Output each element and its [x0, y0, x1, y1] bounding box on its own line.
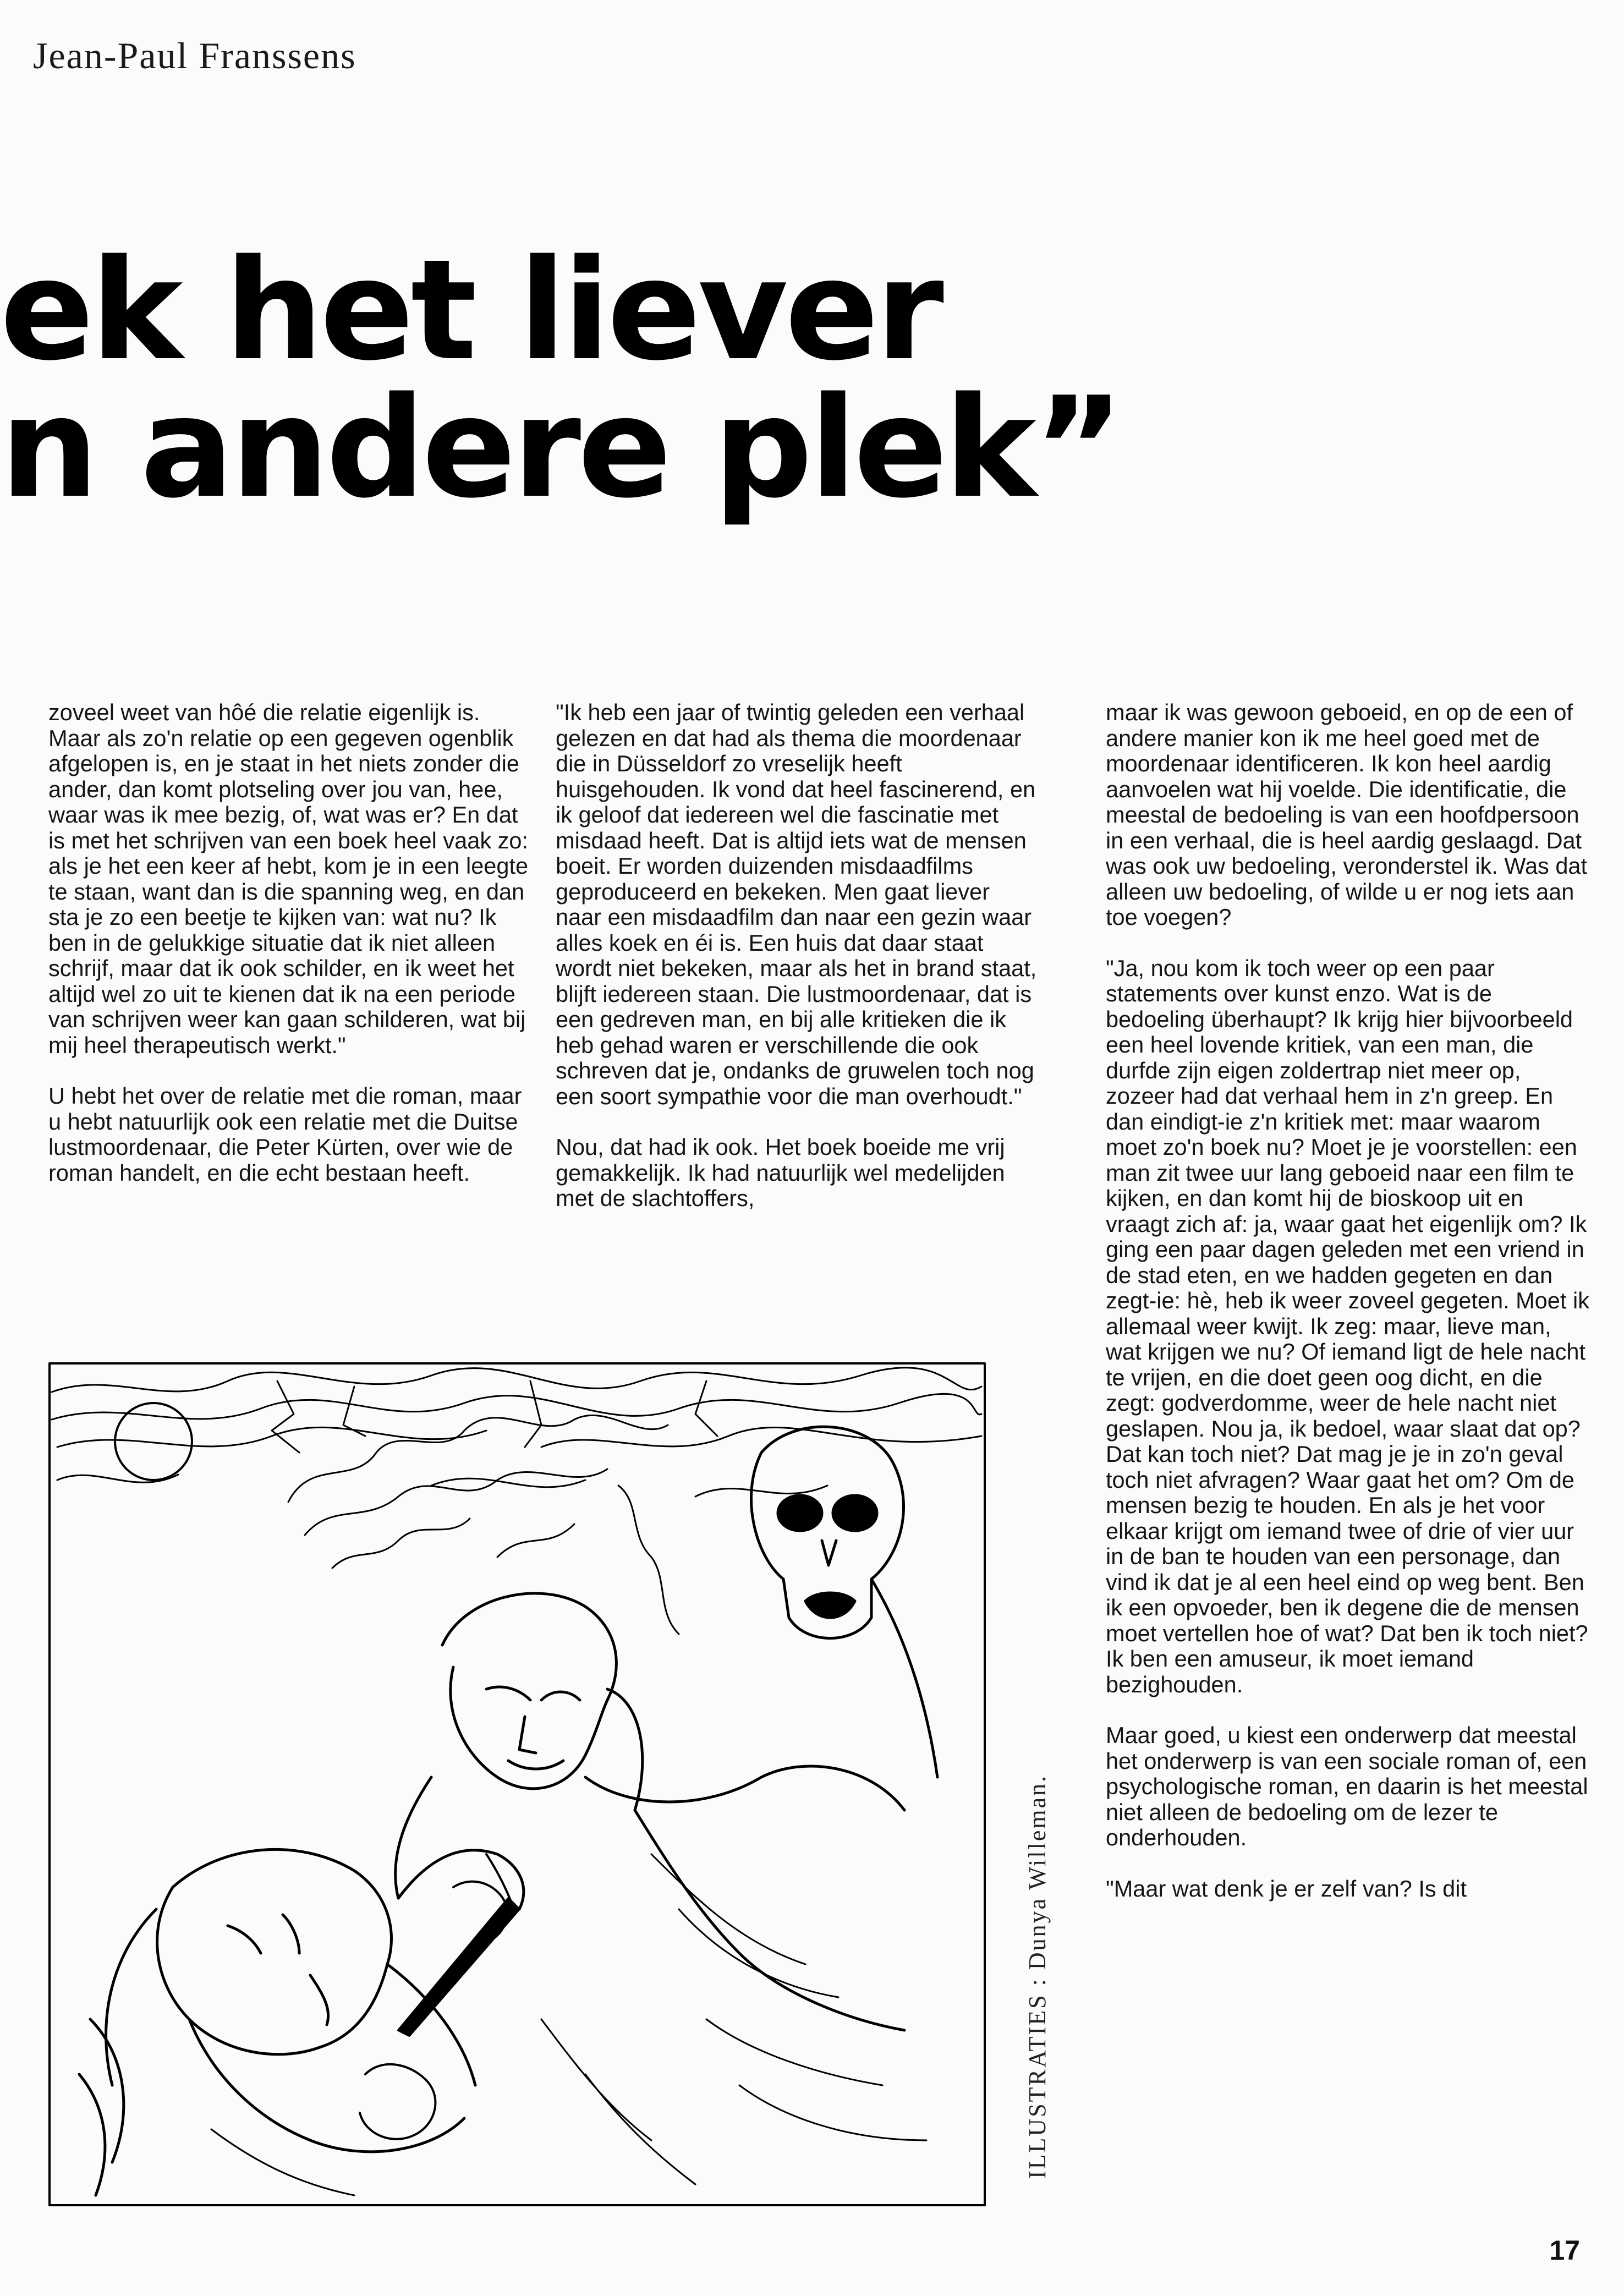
moon-shape	[115, 1403, 192, 1480]
headline	[0, 230, 1485, 529]
illustration-frame	[50, 1363, 985, 2205]
paragraph: maar ik was gewoon geboeid, en op de een of andere manier kon ik me heel goed met de moordenaar identificeren. Ik kon heel aardig aanvoelen wat hij voelde. Die identificatie, die meestal de bedoeling is van een hoofdpersoon in een verhaal, die is heel aardig geslaagd. Dat was ook uw bedoeling, veronderstel ik. Was dat alleen uw bedoeling, of wilde u er nog iets aan toe voegen?	[1106, 699, 1588, 930]
hands-shape	[360, 1882, 507, 2139]
paragraph: Nou, dat had ik ook. Het boek boeide me vrij gemakkelijk. Ik had natuurlijk wel medelijden met de slachtoffers,	[556, 1134, 1005, 1211]
text-column-3	[1106, 700, 1590, 1927]
text-column-1	[48, 700, 533, 1211]
text-column-2	[556, 700, 1040, 1237]
paragraph: "Ik heb een jaar of twintig geleden een verhaal gelezen en dat had als thema die moordenaar die in Düsseldorf zo vreselijk heeft huisgehouden. Ik vond dat heel fascinerend, en ik geloof dat iedereen wel die fascinatie met misdaad heeft. Dat is altijd iets wat de mensen boeit. Er worden duizenden misdaadfilms geproduceerd en bekeken. Men gaat liever naar een misdaadfilm dan naar een gezin waar alles koek en éi is. Een huis dat daar staat wordt niet bekeken, maar als het in brand staat, blijft iedereen staan. Die lustmoordenaar, dat is een gedreven man, en bij alle kritieken die ik heb gehad waren er verschillende die ook schreven dat je, ondanks de gruwelen toch nog een soort sympathie voor die man overhoudt."	[556, 699, 1037, 1109]
headline-line-1: ek het liever	[0, 230, 941, 391]
trees-scribble	[288, 1415, 679, 1634]
page-number: 17	[1549, 2235, 1580, 2266]
knife-shape	[398, 1854, 519, 2036]
author-name: Jean-Paul Franssens	[33, 35, 356, 76]
paragraph: "Maar wat denk je er zelf van? Is dit	[1106, 1875, 1467, 1902]
headline-line-2: n andere plek”	[0, 368, 1121, 529]
illustration-drawing	[46, 1359, 1020, 2212]
paragraph: U hebt het over de relatie met die roman, maar u hebt natuurlijk ook een relatie met die Duitse lustmoordenaar, die Peter Kürten, over wie de roman handelt, en die echt bestaan heeft.	[48, 1083, 522, 1186]
illustration-credit: ILLUSTRATIES : Dunya Willeman.	[1024, 1774, 1051, 2179]
paragraph: Maar goed, u kiest een onderwerp dat meestal het onderwerp is van een sociale roman of, een psychologische roman, en daarin is het meestal niet alleen de bedoeling om de lezer te onderhouden.	[1106, 1722, 1588, 1850]
paragraph: zoveel weet van hôé die relatie eigenlijk is. Maar als zo'n relatie op een gegeven ogenblik afgelopen is, en je staat in het niets zonder die ander, dan komt plotseling over jou van, hee, waar was ik mee bezig, of, wat was er? En dat is met het schrijven van een boek heel vaak zo: als je het een keer af hebt, kom je in een leegte te staan, want dan is die spanning weg, en dan sta je zo een beetje te kijken van: wat nu? Ik ben in de gelukkige situatie dat ik niet alleen schrijf, maar dat ik ook schilder, en ik weet het altijd wel zo uit te kienen dat ik na een periode van schrijven weer kan gaan schilderen, wat bij mij heel therapeutisch werkt."	[48, 699, 529, 1058]
paragraph: "Ja, nou kom ik toch weer op een paar statements over kunst enzo. Wat is de bedoeling überhaupt? Ik krijg hier bijvoorbeeld een heel lovende kritiek, van een man, die durfde zijn eigen zoldertrap niet meer op, zozeer had dat verhaal hem in z'n greep. En dan eindigt-ie z'n kritiek met: maar waarom moet zo'n boek nu? Moet je je voorstellen: een man zit twee uur lang geboeid naar een film te kijken, en dan komt hij de bioskoop uit en vraagt zich af: ja, waar gaat het eigenlijk om? Ik ging een paar dagen geleden met een vriend in de stad eten, en we hadden gegeten en dan zegt-ie: hè, heb ik weer zoveel gegeten. Moet ik allemaal weer kwijt. Ik zeg: maar, lieve man, wat krijgen we nu? Of iemand ligt de hele nacht te vrijen, en die doet geen oog dicht, en die zegt: godverdomme, weer de hele nacht niet geslapen. Nou ja, ik bedoel, waar slaat dat op? Dat kan toch niet? Dat mag je je in zo'n geval toch niet afvragen? Waar gaat het om? Om de mensen bezig te houden. En als je het voor elkaar krijgt om iemand twee of drie of vier uur in de ban te houden van een personage, dan vind ik dat je al een heel eind op weg bent. Ben ik een opvoeder, ben ik degene die de mensen moet vertellen hoe of wat? Dat ben ik toch niet? Ik ben een amuseur, ik moet iemand bezighouden.	[1106, 955, 1589, 1697]
skull-figure	[751, 1427, 937, 1777]
